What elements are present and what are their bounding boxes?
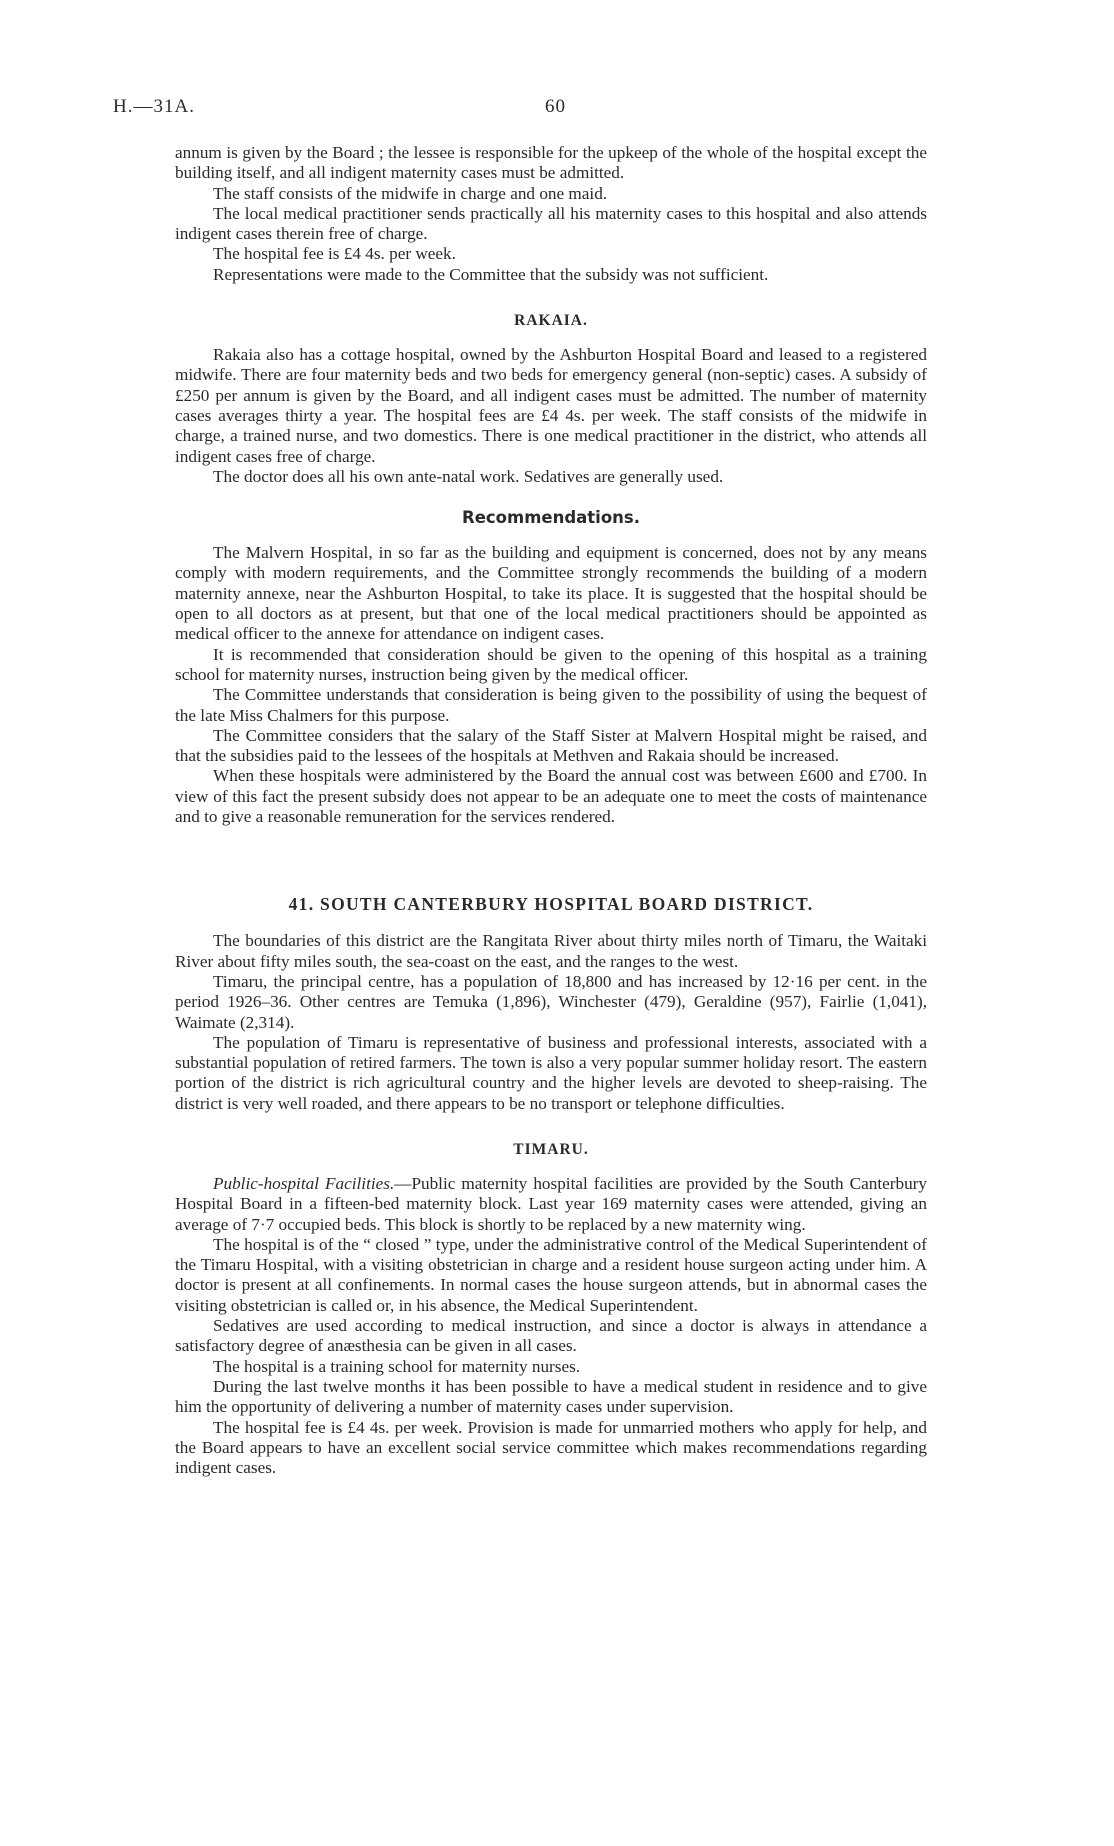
timaru-paragraph-3: Sedatives are used according to medical instruction, and since a doctor is always in attendance a satisfactory degree of anæsthesia can be given in all cases.	[175, 1316, 927, 1356]
running-header	[0, 96, 1114, 122]
paragraph-fee: The hospital fee is £4 4s. per week.	[213, 244, 456, 264]
paragraph-continuation: annum is given by the Board ; the lessee is responsible for the upkeep of the whole of the hospital except the building itself, and all indigent maternity cases must be admitted.	[175, 143, 927, 183]
timaru-heading: TIMARU.	[513, 1140, 589, 1158]
recommendations-paragraph-5: When these hospitals were administered by the Board the annual cost was between £600 and £700. In view of this fact the present subsidy does not appear to be an adequate one to meet the costs of maintenance and to give a reasonable remuneration for the services rendered.	[175, 766, 927, 827]
timaru-paragraph-4: The hospital is a training school for maternity nurses.	[213, 1356, 581, 1376]
paragraph-representations: Representations were made to the Committee that the subsidy was not sufficient.	[213, 264, 769, 284]
district-paragraph-1: The boundaries of this district are the Rangitata River about thirty miles north of Timaru, the Waitaki River about fifty miles south, the sea-coast on the east, and the ranges to the west.	[175, 931, 927, 971]
timaru-paragraph-1	[175, 1174, 927, 1235]
timaru-paragraph-6: The hospital fee is £4 4s. per week. Provision is made for unmarried mothers who apply for help, and the Board appears to have an excellent social service committee which makes recommendations regarding indigent cases.	[175, 1417, 927, 1478]
timaru-paragraph-2: The hospital is of the “ closed ” type, under the administrative control of the Medical Superintendent of the Timaru Hospital, with a visiting obstetrician in charge and a resident house surgeon acting under him. A doctor is present at all confinements. In normal cases the house surgeon attends, but in abnormal cases the visiting obstetrician is called or, in his absence, the Medical Superintendent.	[175, 1234, 927, 1315]
recommendations-paragraph-3: The Committee understands that consideration is being given to the possibility of using the bequest of the late Miss Chalmers for this purpose.	[175, 685, 927, 725]
paragraph-practitioner: The local medical practitioner sends practically all his maternity cases to this hospital and also attends indigent cases therein free of charge.	[175, 203, 927, 244]
district-paragraph-2: Timaru, the principal centre, has a population of 18,800 and has increased by 12·16 per cent. in the period 1926–36. Other centres are Temuka (1,896), Winchester (479), Geraldine (957), Fairlie (1,041), Waimate (2,314).	[175, 971, 927, 1032]
document-reference: H.—31A.	[113, 96, 195, 117]
recommendations-paragraph-2: It is recommended that consideration should be given to the opening of this hospital as a training school for maternity nurses, instruction being given by the medical officer.	[175, 644, 927, 684]
rakaia-heading: RAKAIA.	[514, 312, 588, 330]
recommendations-paragraph-4: The Committee considers that the salary of the Staff Sister at Malvern Hospital might be raised, and that the subsidies paid to the lessees of the hospitals at Methven and Rakaia should be increased.	[175, 725, 927, 766]
recommendations-paragraph-1: The Malvern Hospital, in so far as the building and equipment is concerned, does not by any means comply with modern requirements, and the Committee strongly recommends the building of a modern maternity annexe, near the Ashburton Hospital, to take its place. It is suggested that the hospital should be open to all doctors as at present, but that one of the local medical practitioners should be appointed as medical officer to the annexe for attendance on indigent cases.	[175, 543, 927, 644]
district-heading: 41. SOUTH CANTERBURY HOSPITAL BOARD DISTRICT.	[288, 894, 814, 915]
district-paragraph-3: The population of Timaru is representative of business and professional interests, associated with a substantial population of retired farmers. The town is also a very popular summer holiday resort. The eastern portion of the district is rich agricultural country and the higher levels are devoted to sheep-raising. The district is very well roaded, and there appears to be no transport or telephone difficulties.	[175, 1032, 927, 1113]
page-body	[175, 143, 927, 1478]
rakaia-paragraph-2: The doctor does all his own ante-natal work. Sedatives are generally used.	[213, 466, 724, 486]
rakaia-paragraph-1: Rakaia also has a cottage hospital, owned by the Ashburton Hospital Board and leased to a registered midwife. There are four maternity beds and two beds for emergency general (non-septic) cases. A subsidy of £250 per annum is given by the Board, and all indigent cases must be admitted. The number of maternity cases averages thirty a year. The hospital fees are £4 4s. per week. The staff consists of the midwife in charge, a trained nurse, and two domestics. There is one medical practitioner in the district, who attends all indigent cases free of charge.	[175, 345, 927, 466]
recommendations-heading: Recommendations.	[462, 508, 640, 528]
page-number: 60	[545, 96, 566, 117]
timaru-paragraph-1-text: —Public maternity hospital facilities are provided by the South Canterbury Hospital Board in a fifteen-bed maternity block. Last year 169 maternity cases were attended, giving an average of 7·7 occupied beds. This block is shortly to be replaced by a new maternity wing.	[175, 1173, 927, 1234]
timaru-paragraph-1-lead: Public-hospital Facilities.	[213, 1173, 395, 1193]
paragraph-staff: The staff consists of the midwife in charge and one maid.	[213, 183, 608, 203]
timaru-paragraph-5: During the last twelve months it has been possible to have a medical student in residence and to give him the opportunity of delivering a number of maternity cases under supervision.	[175, 1376, 927, 1417]
